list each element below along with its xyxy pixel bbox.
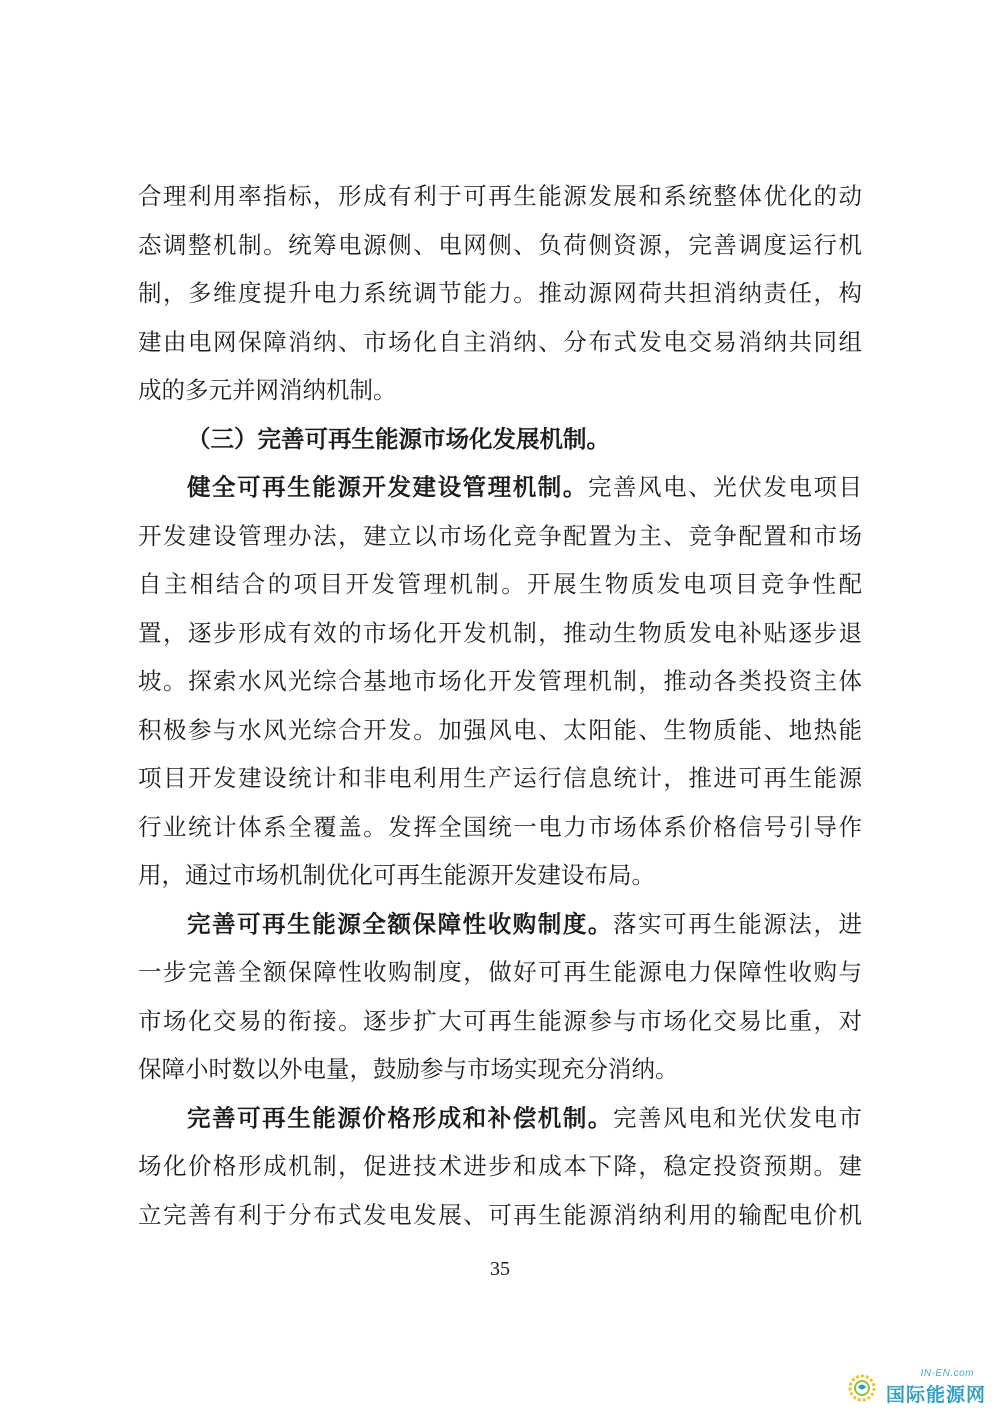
watermark-domain: IN-EN.com — [920, 1368, 974, 1379]
text-line: 合理利用率指标，形成有利于可再生能源发展和系统整体优化的动 — [138, 182, 862, 210]
text-line: 开发建设管理办法，建立以市场化竞争配置为主、竞争配置和市场 — [138, 521, 862, 550]
text-line: 行业统计体系全覆盖。发挥全国统一电力市场体系价格信号引导作 — [138, 812, 862, 841]
text-line: 保障小时数以外电量，鼓励参与市场实现充分消纳。 — [138, 1055, 679, 1083]
paragraph-first-line — [138, 463, 862, 512]
text-line: 一步完善全额保障性收购制度，做好可再生能源电力保障性收购与 — [138, 958, 862, 986]
text-line: 自主相结合的项目开发管理机制。开展生物质发电项目竞争性配 — [138, 570, 862, 598]
text-line: 用，通过市场机制优化可再生能源开发建设布局。 — [138, 861, 655, 889]
text-line: 置，逐步形成有效的市场化开发机制，推动生物质发电补贴逐步退 — [138, 618, 862, 647]
paragraph-continuation — [138, 172, 862, 415]
paragraph-lead: 健全可再生能源开发建设管理机制。 — [187, 473, 588, 501]
sun-flower-logo-icon — [840, 1368, 884, 1408]
paragraph-development-management — [138, 463, 862, 900]
section-heading: （三）完善可再生能源市场化发展机制。 — [187, 424, 610, 453]
paragraph-first-rest: 完善风电和光伏发电市 — [612, 1103, 862, 1132]
text-line: 积极参与水风光综合开发。加强风电、太阳能、生物质能、地热能 — [138, 715, 862, 744]
text-line: 制，多维度提升电力系统调节能力。推动源网荷共担消纳责任，构 — [138, 279, 862, 307]
text-line: 市场化交易的衔接。逐步扩大可再生能源参与市场化交易比重，对 — [138, 1006, 862, 1035]
paragraph-lead: 完善可再生能源全额保障性收购制度。 — [187, 909, 613, 938]
text-line: 态调整机制。统筹电源侧、电网侧、负荷侧资源，完善调度运行机 — [138, 230, 862, 259]
text-line: 建由电网保障消纳、市场化自主消纳、分布式发电交易消纳共同组 — [138, 327, 862, 356]
paragraph-price-mechanism — [138, 1094, 862, 1240]
watermark-name: 国际能源网 — [885, 1384, 986, 1406]
text-line: 项目开发建设统计和非电利用生产运行信息统计，推进可再生能源 — [138, 764, 862, 792]
text-line: 成的多元并网消纳机制。 — [138, 376, 397, 404]
paragraph-guaranteed-purchase — [138, 900, 862, 1094]
paragraph-first-rest: 落实可再生能源法，进 — [612, 909, 862, 938]
text-line: 坡。探索水风光综合基地市场化开发管理机制，推动各类投资主体 — [138, 667, 862, 695]
paragraph-first-line — [138, 900, 862, 949]
text-line: 立完善有利于分布式发电发展、可再生能源消纳利用的输配电价机 — [138, 1200, 862, 1229]
text-line: 场化价格形成机制，促进技术进步和成本下降，稳定投资预期。建 — [138, 1152, 862, 1180]
paragraph-lead: 完善可再生能源价格形成和补偿机制。 — [187, 1103, 613, 1132]
document-body — [138, 172, 862, 1239]
paragraph-first-line — [138, 1094, 862, 1143]
page-number: 35 — [490, 1258, 510, 1280]
watermark-logo — [840, 1368, 990, 1408]
paragraph-first-rest: 完善风电、光伏发电项目 — [587, 473, 862, 501]
